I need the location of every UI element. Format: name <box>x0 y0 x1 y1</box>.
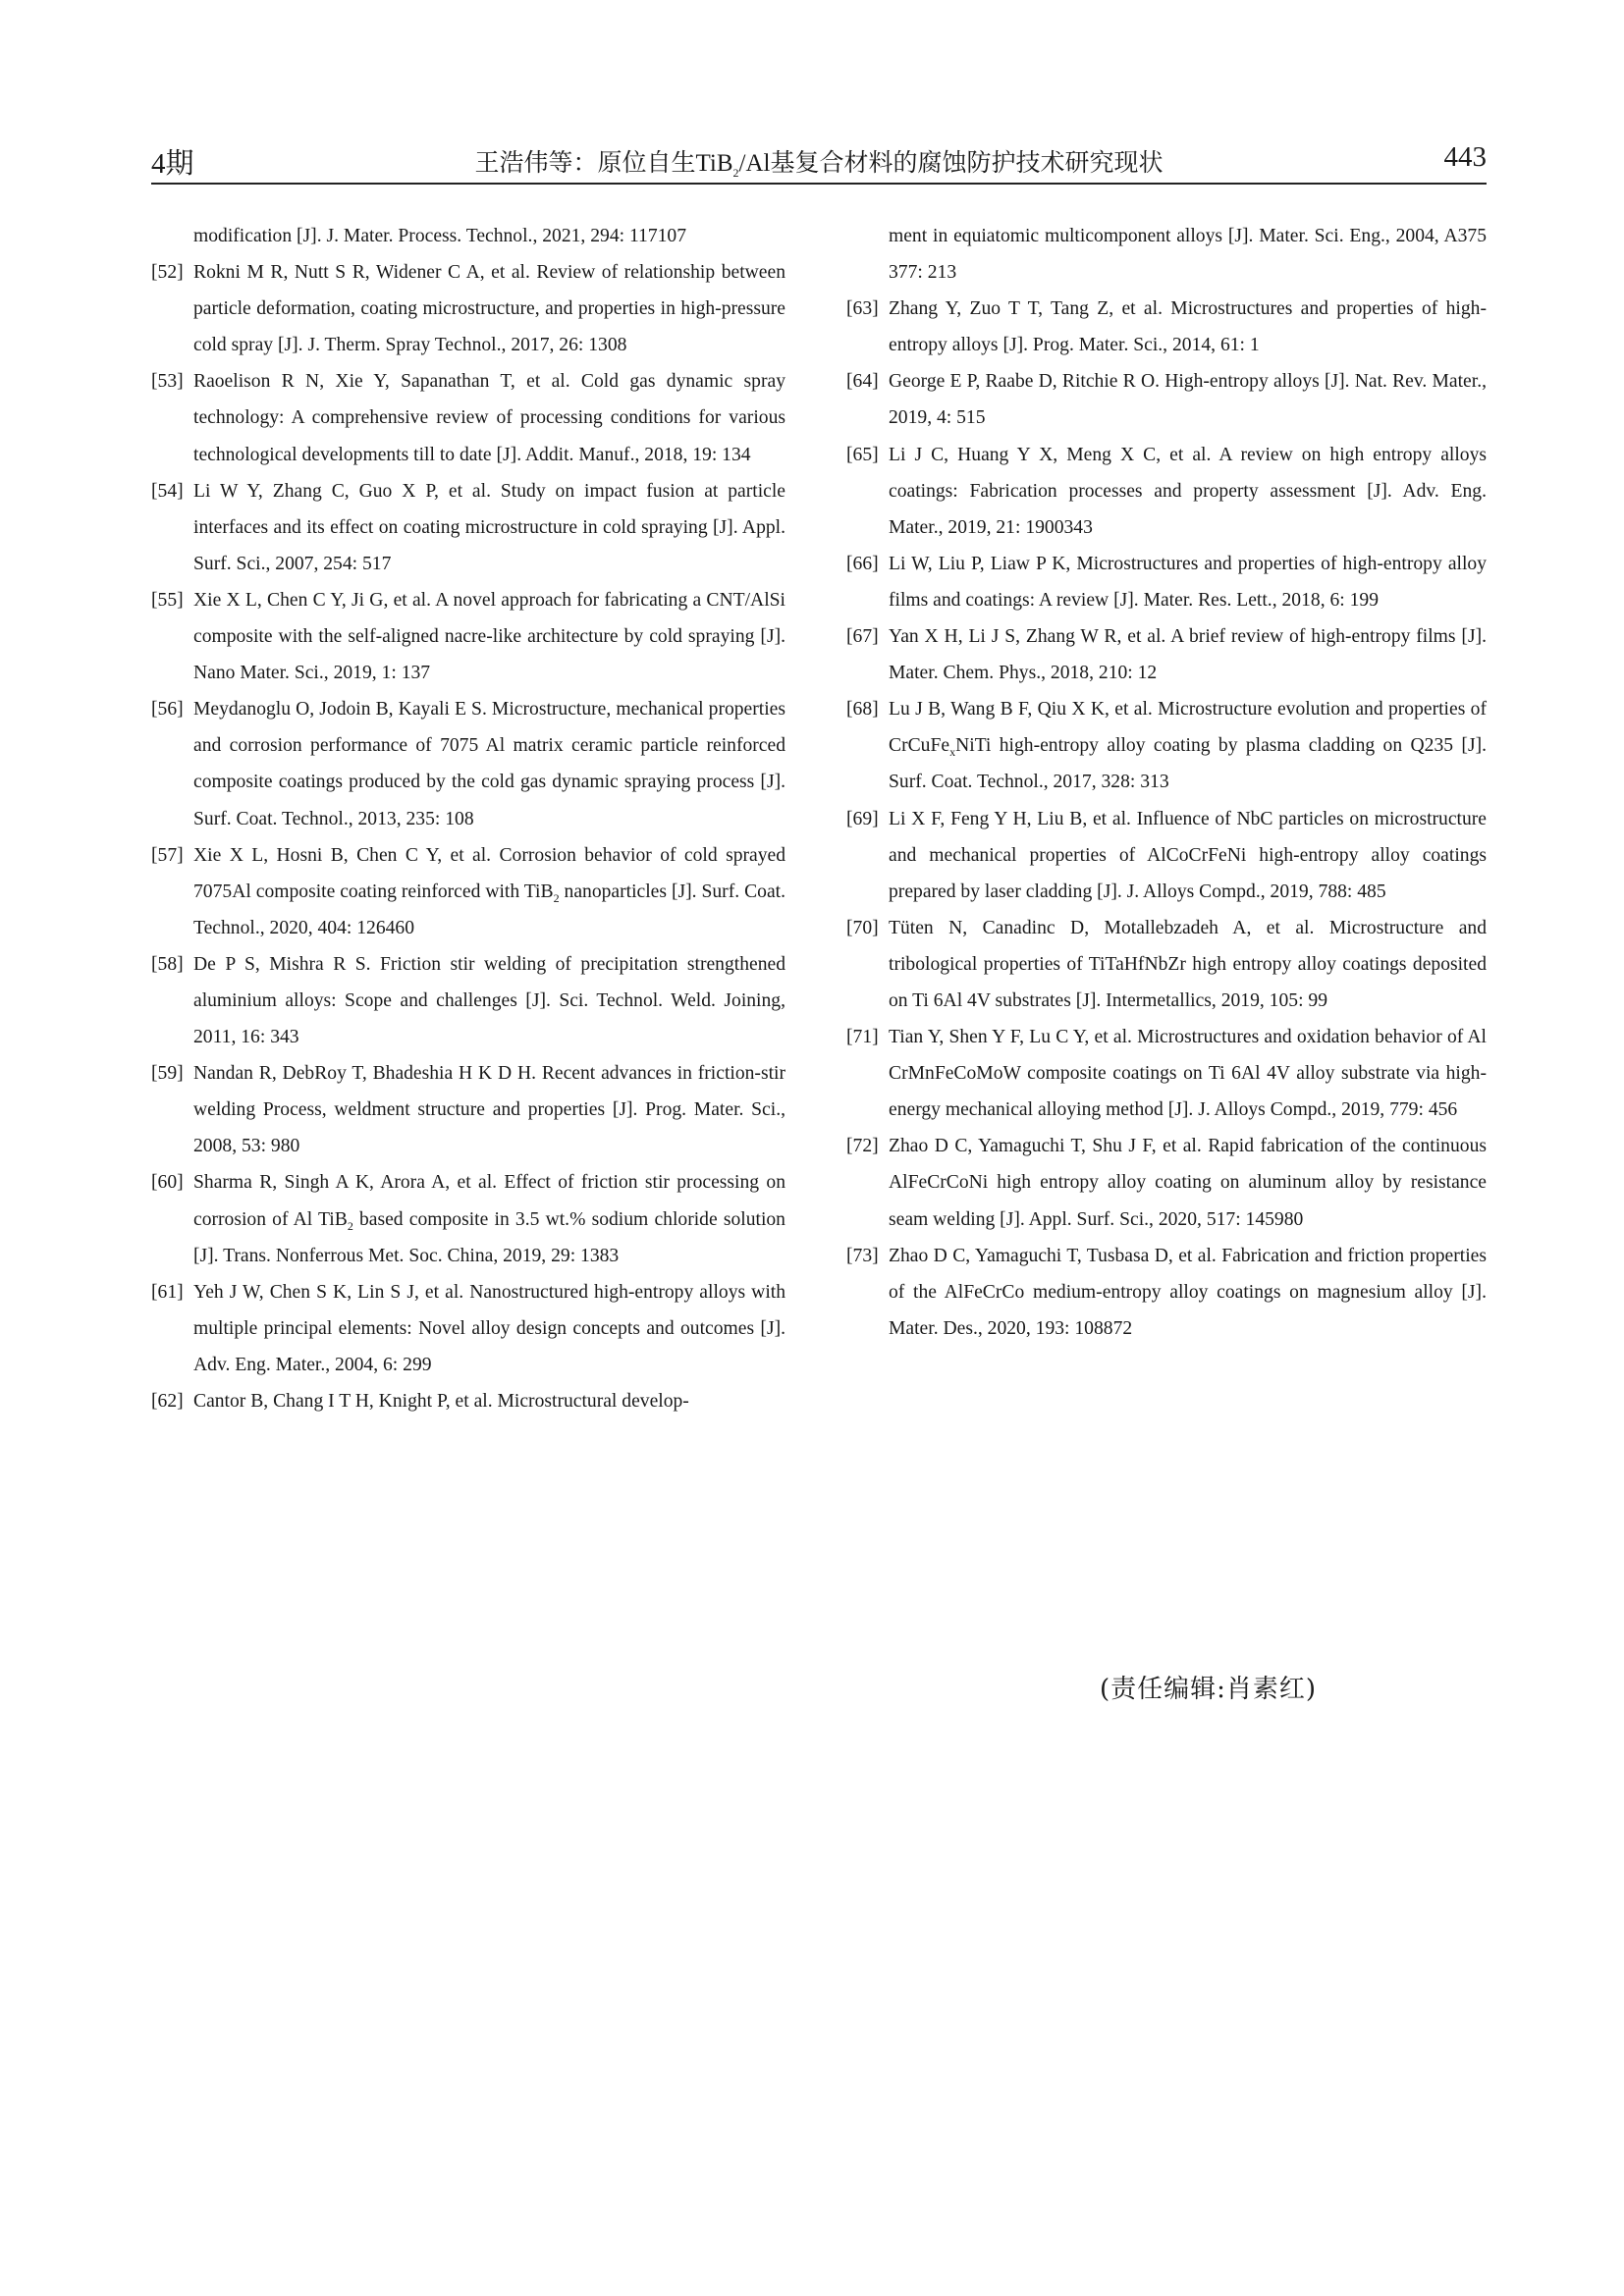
reference-63: [63] Zhang Y, Zuo T T, Tang Z, et al. Microstructures and properties of high-entropy alloys [J]. Prog. Mater. Sci., 2014, 61: 1 <box>846 298 1487 356</box>
page-number: 443 <box>1443 141 1487 173</box>
references-right-column <box>846 218 1487 1347</box>
reference-66: [66] Li W, Liu P, Liaw P K, Microstructures and properties of high-entropy alloy films and coatings: A review [J]. Mater. Res. Lett., 2018, 6: 199 <box>846 553 1487 611</box>
reference-continuation: modification [J]. J. Mater. Process. Technol., 2021, 294: 117107 <box>193 226 687 246</box>
reference-continuation: ment in equiatomic multicomponent alloys [J]. Mater. Sci. Eng., 2004, A375 377: 213 <box>889 226 1487 284</box>
reference-64: [64] George E P, Raabe D, Ritchie R O. High-entropy alloys [J]. Nat. Rev. Mater., 2019, 4: 515 <box>846 371 1487 429</box>
reference-72: [72] Zhao D C, Yamaguchi T, Shu J F, et al. Rapid fabrication of the continuous AlFeCrCoNi high entropy alloy coating on aluminum alloy by resistance seam welding [J]. Appl. Surf. Sci., 2020, 517: 145980 <box>846 1136 1487 1230</box>
reference-65: [65] Li J C, Huang Y X, Meng X C, et al. A review on high entropy alloys coatings: Fabrication processes and property assessment [J]. Adv. Eng. Mater., 2019, 21: 1900343 <box>846 444 1487 538</box>
reference-73: [73] Zhao D C, Yamaguchi T, Tusbasa D, et al. Fabrication and friction properties of the AlFeCrCo medium-entropy alloy coatings on magnesium alloy [J]. Mater. Des., 2020, 193: 108872 <box>846 1245 1487 1339</box>
reference-68: [68] Lu J B, Wang B F, Qiu X K, et al. Microstructure evolution and properties of CrCuFe$_x$NiTi high-entropy alloy coating by plasma cladding on Q235 [J]. Surf. Coat. Technol., 2017, 328: 313 <box>846 699 1487 793</box>
responsible-editor-note: (责任编辑:肖素红) <box>1100 1675 1318 1704</box>
reference-69: [69] Li X F, Feng Y H, Liu B, et al. Influence of NbC particles on microstructure and mechanical properties of AlCoCrFeNi high-entropy alloy coatings prepared by laser cladding [J]. J. Alloys Compd., 2019, 788: 485 <box>846 808 1487 902</box>
reference-55: [55] Xie X L, Chen C Y, Ji G, et al. A novel approach for fabricating a CNT/AlSi composite with the self-aligned nacre-like architecture by cold spraying [J]. Nano Mater. Sci., 2019, 1: 137 <box>151 589 785 684</box>
reference-54: [54] Li W Y, Zhang C, Guo X P, et al. Study on impact fusion at particle interfaces and its effect on coating microstructure in cold spraying [J]. Appl. Surf. Sci., 2007, 254: 517 <box>151 480 785 574</box>
issue-number: 4期 <box>151 148 194 180</box>
page-header <box>151 137 1487 185</box>
running-title: 王浩伟等：原位自生TiB$_2$/Al基复合材料的腐蚀防护技术研究现状 <box>474 150 1164 180</box>
references-left-column <box>151 218 785 1419</box>
reference-71: [71] Tian Y, Shen Y F, Lu C Y, et al. Microstructures and oxidation behavior of Al CrMnFeCoMoW composite coatings on Ti 6Al 4V alloy substrate via high-energy mechanical alloying method [J]. J. Alloys Compd., 2019, 779: 456 <box>846 1027 1487 1121</box>
reference-58: [58] De P S, Mishra R S. Friction stir welding of precipitation strengthened aluminium alloys: Scope and challenges [J]. Sci. Technol. Weld. Joining, 2011, 16: 343 <box>151 953 785 1048</box>
reference-70: [70] Tüten N, Canadinc D, Motallebzadeh A, et al. Microstructure and tribological properties of TiTaHfNbZr high entropy alloy coatings deposited on Ti 6Al 4V substrates [J]. Intermetallics, 2019, 105: 99 <box>846 917 1487 1011</box>
reference-67: [67] Yan X H, Li J S, Zhang W R, et al. A brief review of high-entropy films [J]. Mater. Chem. Phys., 2018, 210: 12 <box>846 626 1487 684</box>
reference-61: [61] Yeh J W, Chen S K, Lin S J, et al. Nanostructured high-entropy alloys with multiple principal elements: Novel alloy design concepts and outcomes [J]. Adv. Eng. Mater., 2004, 6: 299 <box>151 1281 785 1375</box>
reference-60: [60] Sharma R, Singh A K, Arora A, et al. Effect of friction stir processing on corrosion of Al TiB$_2$ based composite in 3.5 wt.% sodium chloride solution [J]. Trans. Nonferrous Met. Soc. China, 2019, 29: 1383 <box>151 1172 785 1266</box>
reference-52: [52] Rokni M R, Nutt S R, Widener C A, et al. Review of relationship between particle deformation, coating microstructure, and properties in high-pressure cold spray [J]. J. Therm. Spray Technol., 2017, 26: 1308 <box>151 262 785 356</box>
reference-53: [53] Raoelison R N, Xie Y, Sapanathan T, et al. Cold gas dynamic spray technology: A comprehensive review of processing conditions for various technological developments till to date [J]. Addit. Manuf., 2018, 19: 134 <box>151 371 785 465</box>
reference-56: [56] Meydanoglu O, Jodoin B, Kayali E S. Microstructure, mechanical properties and corrosion performance of 7075 Al matrix ceramic particle reinforced composite coatings produced by the cold gas dynamic spraying process [J]. Surf. Coat. Technol., 2013, 235: 108 <box>151 699 785 829</box>
reference-59: [59] Nandan R, DebRoy T, Bhadeshia H K D H. Recent advances in friction-stir welding Process, weldment structure and properties [J]. Prog. Mater. Sci., 2008, 53: 980 <box>151 1063 785 1157</box>
reference-62: [62] Cantor B, Chang I T H, Knight P, et al. Microstructural develop- <box>151 1391 689 1412</box>
reference-57: [57] Xie X L, Hosni B, Chen C Y, et al. Corrosion behavior of cold sprayed 7075Al composite coating reinforced with TiB$_2$ nanoparticles [J]. Surf. Coat. Technol., 2020, 404: 126460 <box>151 844 785 938</box>
